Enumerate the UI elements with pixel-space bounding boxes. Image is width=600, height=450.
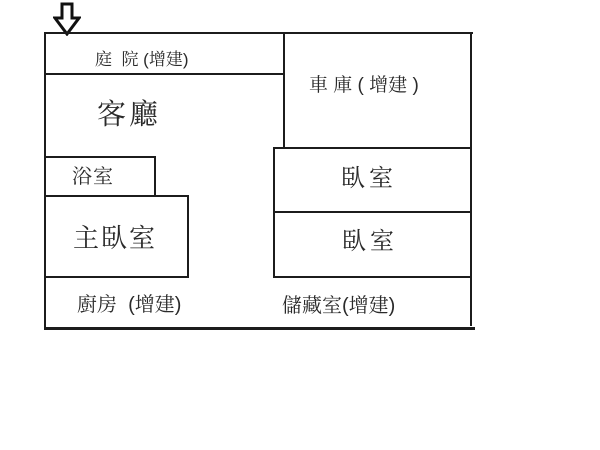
wall-garage-left	[283, 32, 285, 149]
wall-master-bedroom-bottom	[44, 276, 189, 278]
wall-bedrooms-top	[273, 147, 472, 149]
wall-outer-top	[44, 32, 473, 34]
wall-bathroom-right	[154, 156, 156, 197]
wall-outer-bottom	[44, 327, 475, 330]
wall-bathroom-top	[44, 156, 156, 158]
room-label-kitchen: 廚房 (增建)	[77, 294, 182, 316]
room-label-living-room: 客廳	[97, 99, 162, 131]
room-label-master-bedroom: 主臥室	[73, 223, 158, 253]
wall-master-bedroom-top	[44, 195, 189, 197]
wall-bedrooms-divider	[273, 211, 472, 213]
wall-outer-left	[44, 32, 46, 328]
room-label-bedroom-2: 臥室	[342, 228, 398, 255]
room-label-garage: 車 庫 ( 增建 )	[309, 75, 419, 96]
room-label-bathroom: 浴室	[72, 166, 114, 188]
room-label-bedroom-1: 臥室	[341, 165, 397, 192]
wall-courtyard-bottom	[44, 73, 285, 75]
room-label-courtyard: 庭 院 (增建)	[95, 50, 189, 69]
room-label-storage: 儲藏室(增建)	[282, 295, 396, 317]
entrance-arrow-icon	[53, 2, 81, 36]
wall-outer-right	[470, 32, 472, 326]
wall-bedrooms-bottom	[273, 276, 472, 278]
wall-master-bedroom-right	[187, 195, 189, 278]
